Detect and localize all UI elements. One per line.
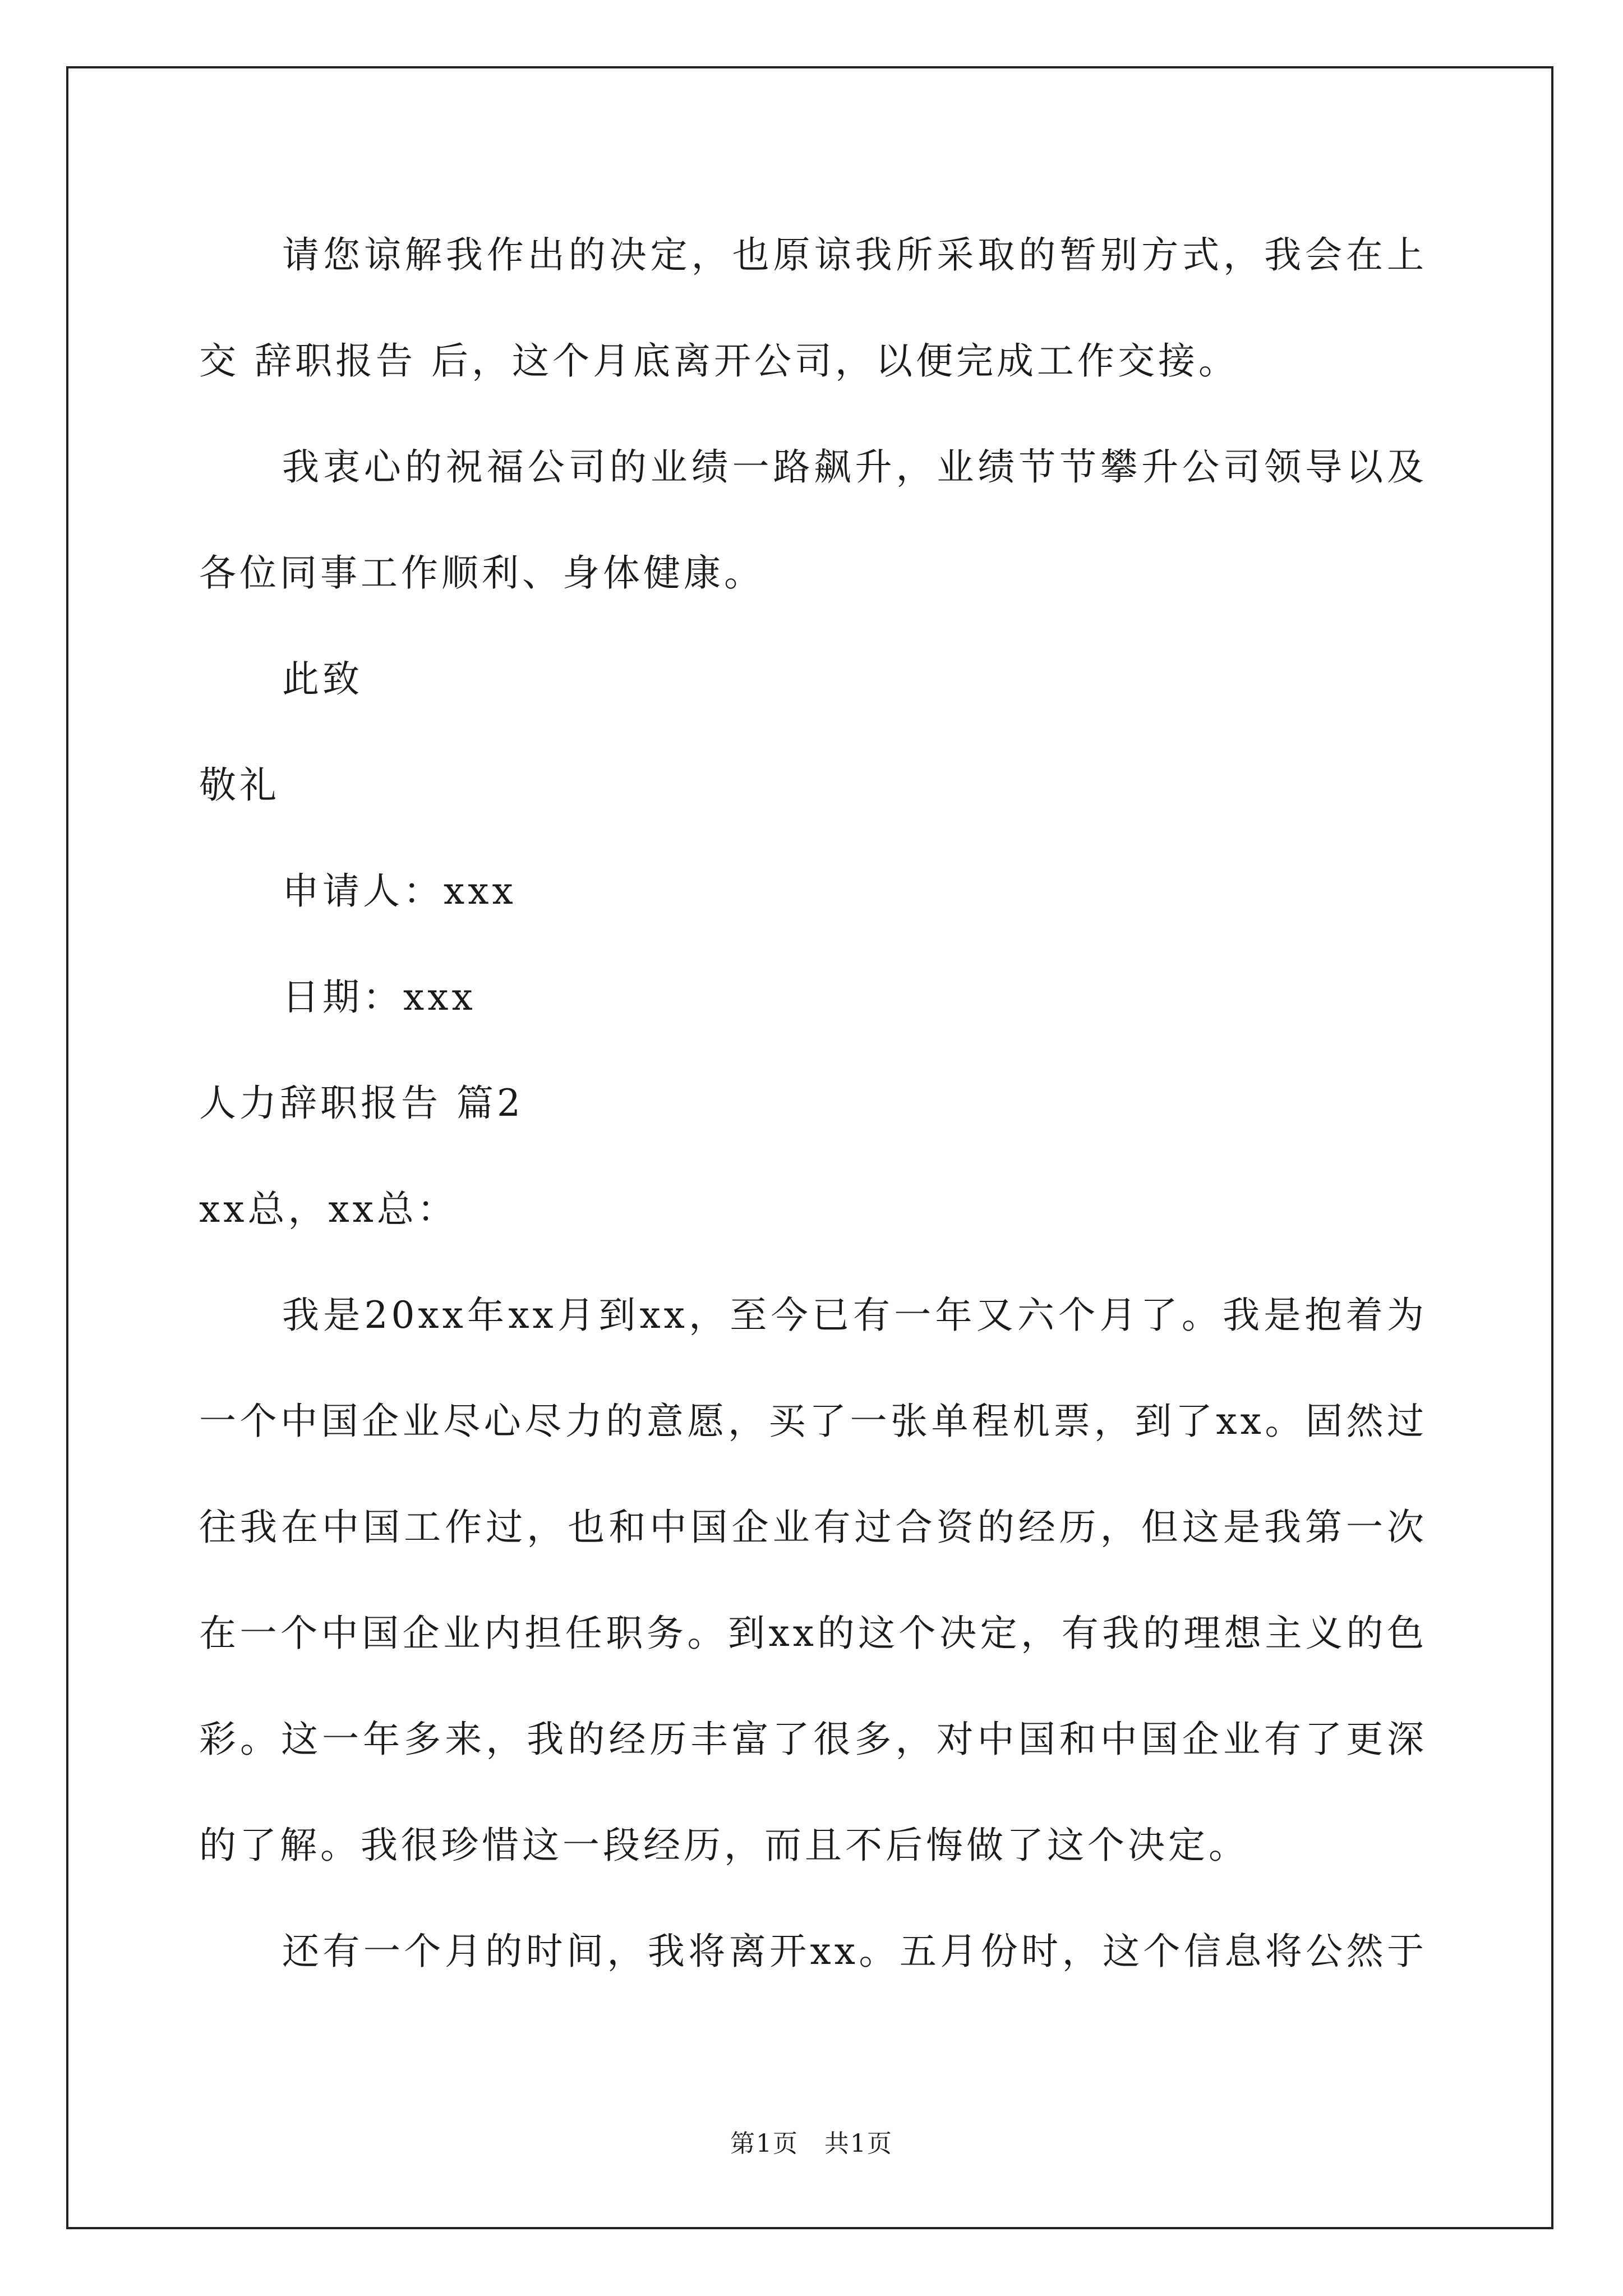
text-line: 人力辞职报告 篇2 <box>199 1082 524 1125</box>
text-line: 一个中国企业尽心尽力的意愿，买了一张单程机票，到了xx。固然过 <box>199 1400 1427 1443</box>
text-line: 往我在中国工作过，也和中国企业有过合资的经历，但这是我第一次 <box>199 1506 1427 1549</box>
page-footer: 第1页 共1页 <box>730 2129 893 2158</box>
text-line: 申请人：xxx <box>282 869 517 913</box>
text-line: xx总，xx总： <box>199 1188 458 1231</box>
text-line: 各位同事工作顺利、身体健康。 <box>199 551 764 595</box>
text-line: 此致 <box>282 657 363 701</box>
text-line: 交 辞职报告 后，这个月底离开公司，以便完成工作交接。 <box>199 339 1239 383</box>
document-body <box>199 202 1427 2004</box>
text-line: 敬礼 <box>199 763 280 807</box>
text-line: 在一个中国企业内担任职务。到xx的这个决定，有我的理想主义的色 <box>199 1612 1427 1655</box>
text-line: 我衷心的祝福公司的业绩一路飙升，业绩节节攀升公司领导以及 <box>282 445 1427 489</box>
text-line: 请您谅解我作出的决定，也原谅我所采取的暂别方式，我会在上 <box>282 233 1427 277</box>
text-line: 彩。这一年多来，我的经历丰富了很多，对中国和中国企业有了更深 <box>199 1718 1427 1761</box>
text-line: 日期：xxx <box>282 976 476 1019</box>
text-line: 的了解。我很珍惜这一段经历，而且不后悔做了这个决定。 <box>199 1824 1249 1867</box>
text-line: 还有一个月的时间，我将离开xx。五月份时，这个信息将公然于 <box>282 1930 1427 1973</box>
text-line: 我是20xx年xx月到xx，至今已有一年又六个月了。我是抱着为 <box>282 1294 1427 1337</box>
